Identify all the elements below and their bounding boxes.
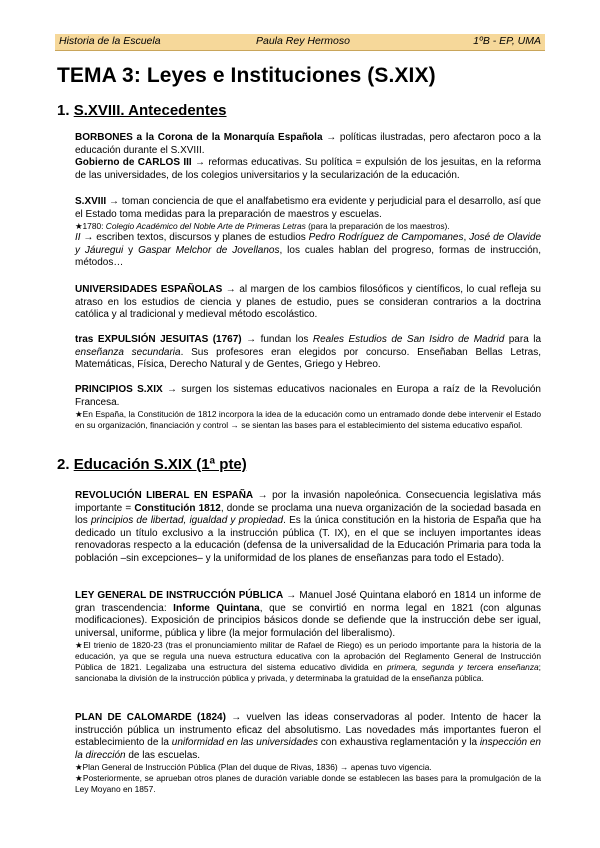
text: . Es la única constitución en la historia de España que ha dedicado un título exclusivo a la instrucción pública (T. IX), en el que se incluyen importantes ideas renovadoras respecto a la educación (defensa de la universalidad de la Educación Primaria para toda la población –sin excepciones– y la uniformidad de los planes de enseñanzas para todo el Estado). [75, 515, 542, 564]
text: (para la preparación de los maestros). [305, 221, 450, 232]
text: para la [504, 334, 542, 345]
italic-term: enseñanza secundaria [75, 346, 181, 358]
text: y [123, 244, 139, 256]
text: , [463, 231, 470, 243]
section-label: S.XVIII. Antecedentes [73, 102, 227, 119]
para-line [75, 196, 541, 221]
text: → fundan los [241, 334, 313, 345]
italic-term: uniformidad en las universidades [171, 737, 318, 749]
para-line [75, 590, 541, 640]
italic-term: II [75, 231, 81, 243]
italic-term: inspección en la dirección [75, 737, 541, 761]
header-group: 1ºB - EP, UMA [473, 35, 541, 47]
paragraph-sxviii [75, 196, 541, 270]
bold-term: BORBONES a la Corona de la Monarquía Española [75, 132, 323, 143]
para-line [75, 712, 541, 762]
page-title: TEMA 3: Leyes e Instituciones (S.XIX) [57, 64, 436, 87]
note-constitucion: ★En España, la Constitución de 1812 incorpora la idea de la educación como un entramado donde debe intervenir el Estado en su organización, financiación y control → se sientan las bases para el establecimiento del sistema educativo español. [75, 409, 541, 430]
note-rivas: ★Plan General de Instrucción Pública (Plan del duque de Rivas, 1836) → apenas tuvo vigencia. [75, 762, 432, 773]
text: de las escuelas. [125, 749, 201, 761]
text: → Manuel José Quintana elaboró en 1814 un informe de gran trascendencia: [75, 590, 542, 614]
text: → vuelven las ideas conservadoras al poder. Intento de hacer la instrucción pública un instrumento eficaz del absolutismo. Las novedades más importantes fueron el establecimiento de la [75, 712, 541, 749]
section-number: 1. [57, 102, 70, 119]
note-1780 [75, 221, 541, 232]
page-header [55, 34, 545, 51]
paragraph-universidades [75, 284, 541, 322]
paragraph-principios [75, 384, 541, 431]
para-line [75, 384, 541, 409]
bold-term: LEY GENERAL DE INSTRUCCIÓN PÚBLICA [75, 590, 284, 601]
italic-term: Gaspar Melchor de Jovellanos [138, 244, 280, 256]
text: → al margen de los cambios filosóficos y científicos, lo cual refleja su atraso en los estudios de ciencia y planes de estudio, pues se consideran contrarios a la doctrina católica y al tradicional y medieval método escolástico. [75, 284, 541, 321]
bold-term: REVOLUCIÓN LIBERAL EN ESPAÑA [75, 490, 254, 501]
header-author: Paula Rey Hermoso [256, 35, 350, 47]
paragraph-calomarde [75, 712, 541, 795]
text: con exhaustiva reglamentación y la [318, 737, 480, 749]
text: → reformas educativas. Su política = expulsión de los jesuitas, en la reforma de las universidades, de los colegios universitarios y la secularización de la educación. [75, 157, 541, 181]
text: , donde se proclama una nueva organización de la sociedad basada en los [75, 502, 541, 527]
bold-term: Constitución 1812 [134, 502, 221, 514]
bold-term: PLAN DE CALOMARDE (1824) [75, 712, 226, 723]
text: → toman conciencia de que el analfabetismo era evidente y perjudicial para el desarrollo, así que el Estado toma medidas para la preparación de maestros y escuelas. [75, 196, 541, 220]
text: → escriben textos, discursos y planes de estudios [80, 231, 309, 243]
text: → surgen los sistemas educativos nacionales en Europa a raíz de la Revolución Francesa. [75, 384, 541, 408]
text: → políticas ilustradas, pero afectaron poco a la educación durante el S.XVIII. [75, 132, 541, 156]
note-moyano: ★Posteriormente, se aprueban otros planes de duración variable donde se establecen las bases para la promulgación de la Ley Moyano en 1857. [75, 773, 541, 794]
italic-term: primera, segunda y tercera enseñanza [386, 661, 539, 672]
italic-term: José de Olavide y Jáuregui [75, 231, 542, 256]
text: ; sancionaba la división de la instrucción pública y privada, y determinaba la gratuidad de la enseñanza pública. [75, 661, 541, 683]
text: , los cuales hablan del progreso, formas de instrucción, métodos… [75, 244, 541, 269]
text: → por la invasión napoleónica. Consecuencia legislativa más importante = [75, 490, 541, 514]
paragraph-ley-general [75, 590, 541, 684]
header-course: Historia de la Escuela [59, 35, 161, 47]
section-heading-2 [57, 456, 247, 473]
section-label: Educación S.XIX (1ª pte) [73, 456, 247, 473]
star-note: ★1780: [75, 221, 106, 232]
text: . Sus profesores eran elegidos por concurso. Enseñaban Bellas Letras, Matemáticas, Física, Derecho Natural y de Gentes, Griego y Hebreo. [75, 346, 541, 371]
italic-term: Pedro Rodríguez de Campomanes [308, 231, 464, 243]
bold-term: Informe Quintana [173, 602, 260, 614]
bold-term: Gobierno de CARLOS III [75, 157, 192, 169]
bold-term: tras EXPULSIÓN JESUITAS (1767) [75, 334, 242, 345]
italic-term: principios de libertad, igualdad y propiedad [90, 515, 284, 527]
text: , que se convirtió en norma legal en 1821 (con algunas modificaciones). Exposición de principios básicos donde se defiende que la instrucción debe ser igual, universal, uniforme, pública y libre (la mejor formulación del liberalismo). [75, 602, 541, 639]
section-number: 2. [57, 456, 70, 473]
text: ★El trienio de 1820-23 (tras el pronunciamiento militar de Rafael de Riego) es un periodo importante para la historia de la educación, ya que se regula una nueva estructura educativa con la aprobación del Reglamento General de Instrucción Pública de 1821. Legalizaba una estructura del sistema educativo dividida en [75, 640, 541, 672]
italic-term: Colegio Académico del Noble Arte de Primeras Letras [105, 221, 306, 232]
paragraph-revolucion [75, 490, 541, 566]
italic-term: Reales Estudios de San Isidro de Madrid [312, 334, 505, 345]
paragraph-expulsion [75, 334, 541, 372]
bold-term: S.XVIII [75, 196, 107, 207]
note-trienio [75, 640, 541, 683]
para-line [75, 232, 541, 270]
paragraph-borbones [75, 132, 541, 182]
bold-term: UNIVERSIDADES ESPAÑOLAS [75, 284, 223, 295]
bold-term: PRINCIPIOS S.XIX [75, 384, 163, 395]
section-heading-1 [57, 102, 227, 119]
